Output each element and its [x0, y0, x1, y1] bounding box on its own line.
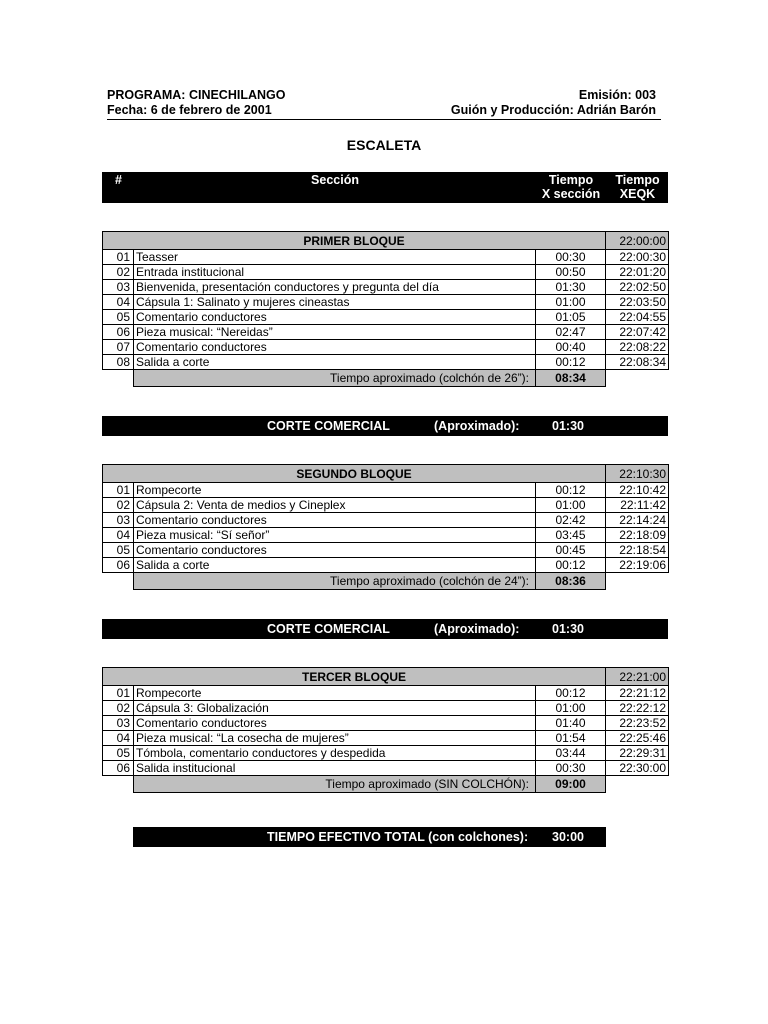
block-start-time: 22:00:00	[606, 232, 669, 250]
column-time-per-section: Tiempo X sección	[541, 173, 601, 201]
commercial-break-label: CORTE COMERCIAL	[267, 419, 390, 433]
commercial-break-time: 01:30	[552, 419, 584, 433]
commercial-break-label: CORTE COMERCIAL	[267, 622, 390, 636]
row-duration: 01:30	[536, 280, 606, 295]
commercial-break-approx: (Aproximado):	[434, 622, 520, 636]
table-row	[103, 498, 669, 513]
row-number: 04	[103, 731, 134, 746]
script-production-credit: Guión y Producción: Adrián Barón	[450, 103, 656, 117]
row-running-time: 22:29:31	[606, 746, 669, 761]
row-duration: 00:45	[536, 543, 606, 558]
table-row	[103, 513, 669, 528]
header-left	[107, 88, 285, 118]
block-header	[103, 668, 669, 686]
row-running-time: 22:14:24	[606, 513, 669, 528]
row-duration: 00:30	[536, 761, 606, 776]
row-number: 06	[103, 325, 134, 340]
block-start-time: 22:10:30	[606, 465, 669, 483]
row-duration: 03:45	[536, 528, 606, 543]
block-time-value: 08:34	[536, 370, 606, 387]
row-duration: 00:12	[536, 558, 606, 573]
row-duration: 01:54	[536, 731, 606, 746]
table-row	[103, 761, 669, 776]
table-row	[103, 280, 669, 295]
row-running-time: 22:01:20	[606, 265, 669, 280]
row-number: 03	[103, 716, 134, 731]
row-duration: 01:40	[536, 716, 606, 731]
row-duration: 00:12	[536, 686, 606, 701]
row-duration: 03:44	[536, 746, 606, 761]
row-section: Bienvenida, presentación conductores y pregunta del día	[134, 280, 536, 295]
table-row	[103, 265, 669, 280]
row-number: 05	[103, 543, 134, 558]
row-running-time: 22:25:46	[606, 731, 669, 746]
row-section: Cápsula 3: Globalización	[134, 701, 536, 716]
row-section: Pieza musical: “La cosecha de mujeres”	[134, 731, 536, 746]
row-duration: 01:00	[536, 498, 606, 513]
row-number: 05	[103, 746, 134, 761]
block-footer	[103, 776, 669, 793]
row-duration: 02:42	[536, 513, 606, 528]
block-header	[103, 232, 669, 250]
row-section: Comentario conductores	[134, 716, 536, 731]
row-section: Salida a corte	[134, 558, 536, 573]
row-running-time: 22:03:50	[606, 295, 669, 310]
block-time-value: 08:36	[536, 573, 606, 590]
block-footer	[103, 573, 669, 590]
row-number: 02	[103, 498, 134, 513]
row-section: Comentario conductores	[134, 543, 536, 558]
block-time-label: Tiempo aproximado (SIN COLCHÓN):	[134, 776, 536, 793]
row-number: 08	[103, 355, 134, 370]
table-row	[103, 355, 669, 370]
row-section: Rompecorte	[134, 686, 536, 701]
row-section: Cápsula 2: Venta de medios y Cineplex	[134, 498, 536, 513]
table-row	[103, 483, 669, 498]
row-running-time: 22:08:22	[606, 340, 669, 355]
block-header	[103, 465, 669, 483]
row-running-time: 22:22:12	[606, 701, 669, 716]
row-section: Tómbola, comentario conductores y despedida	[134, 746, 536, 761]
block-name: SEGUNDO BLOQUE	[103, 465, 606, 483]
row-number: 04	[103, 528, 134, 543]
block-footer	[103, 370, 669, 387]
table-row	[103, 701, 669, 716]
row-section: Cápsula 1: Salinato y mujeres cineastas	[134, 295, 536, 310]
row-section: Entrada institucional	[134, 265, 536, 280]
row-section: Salida a corte	[134, 355, 536, 370]
table-row	[103, 558, 669, 573]
table-row	[103, 686, 669, 701]
column-number: #	[115, 173, 122, 187]
block-table-1	[102, 231, 669, 387]
row-number: 03	[103, 513, 134, 528]
table-row	[103, 528, 669, 543]
block-time-label: Tiempo aproximado (colchón de 26”):	[134, 370, 536, 387]
block-name: PRIMER BLOQUE	[103, 232, 606, 250]
block-table-3	[102, 667, 669, 793]
table-row	[103, 310, 669, 325]
row-running-time: 22:30:00	[606, 761, 669, 776]
row-running-time: 22:04:55	[606, 310, 669, 325]
block-start-time: 22:21:00	[606, 668, 669, 686]
row-running-time: 22:21:12	[606, 686, 669, 701]
row-duration: 01:05	[536, 310, 606, 325]
row-number: 03	[103, 280, 134, 295]
row-duration: 02:47	[536, 325, 606, 340]
table-row	[103, 340, 669, 355]
commercial-break-approx: (Aproximado):	[434, 419, 520, 433]
table-row	[103, 295, 669, 310]
total-time-value: 30:00	[552, 830, 584, 844]
emission-number: Emisión: 003	[578, 88, 656, 102]
row-number: 06	[103, 761, 134, 776]
row-section: Comentario conductores	[134, 513, 536, 528]
table-row	[103, 325, 669, 340]
row-duration: 00:50	[536, 265, 606, 280]
row-running-time: 22:11:42	[606, 498, 669, 513]
row-section: Salida institucional	[134, 761, 536, 776]
table-row	[103, 746, 669, 761]
commercial-break-bar	[102, 619, 668, 639]
row-number: 01	[103, 483, 134, 498]
row-duration: 00:40	[536, 340, 606, 355]
row-number: 07	[103, 340, 134, 355]
row-number: 01	[103, 686, 134, 701]
column-section: Sección	[311, 173, 359, 187]
table-row	[103, 543, 669, 558]
row-running-time: 22:08:34	[606, 355, 669, 370]
table-row	[103, 250, 669, 265]
row-duration: 00:30	[536, 250, 606, 265]
block-name: TERCER BLOQUE	[103, 668, 606, 686]
row-running-time: 22:02:50	[606, 280, 669, 295]
row-running-time: 22:00:30	[606, 250, 669, 265]
row-duration: 01:00	[536, 295, 606, 310]
commercial-break-time: 01:30	[552, 622, 584, 636]
header-right	[451, 88, 656, 118]
row-number: 02	[103, 701, 134, 716]
row-section: Rompecorte	[134, 483, 536, 498]
row-running-time: 22:18:09	[606, 528, 669, 543]
total-time-label: TIEMPO EFECTIVO TOTAL (con colchones):	[267, 830, 529, 844]
row-duration: 00:12	[536, 355, 606, 370]
row-running-time: 22:10:42	[606, 483, 669, 498]
row-number: 02	[103, 265, 134, 280]
commercial-break-bar	[102, 416, 668, 436]
block-time-label: Tiempo aproximado (colchón de 24”):	[134, 573, 536, 590]
row-section: Teasser	[134, 250, 536, 265]
row-section: Comentario conductores	[134, 340, 536, 355]
table-row	[103, 731, 669, 746]
column-header-bar	[102, 172, 668, 203]
row-number: 05	[103, 310, 134, 325]
row-section: Pieza musical: “Nereidas”	[134, 325, 536, 340]
row-running-time: 22:23:52	[606, 716, 669, 731]
row-running-time: 22:18:54	[606, 543, 669, 558]
row-duration: 00:12	[536, 483, 606, 498]
row-section: Pieza musical: “Sí señor”	[134, 528, 536, 543]
header-divider	[107, 119, 661, 120]
page-title: ESCALETA	[346, 137, 422, 153]
table-row	[103, 716, 669, 731]
row-number: 04	[103, 295, 134, 310]
row-number: 06	[103, 558, 134, 573]
row-duration: 01:00	[536, 701, 606, 716]
row-number: 01	[103, 250, 134, 265]
row-running-time: 22:19:06	[606, 558, 669, 573]
column-time-xeqk: Tiempo XEQK	[615, 173, 660, 201]
row-section: Comentario conductores	[134, 310, 536, 325]
program-name: PROGRAMA: CINECHILANGO	[107, 88, 286, 102]
block-time-value: 09:00	[536, 776, 606, 793]
broadcast-date: Fecha: 6 de febrero de 2001	[107, 103, 272, 117]
block-table-2	[102, 464, 669, 590]
total-time-bar	[133, 827, 606, 847]
row-running-time: 22:07:42	[606, 325, 669, 340]
